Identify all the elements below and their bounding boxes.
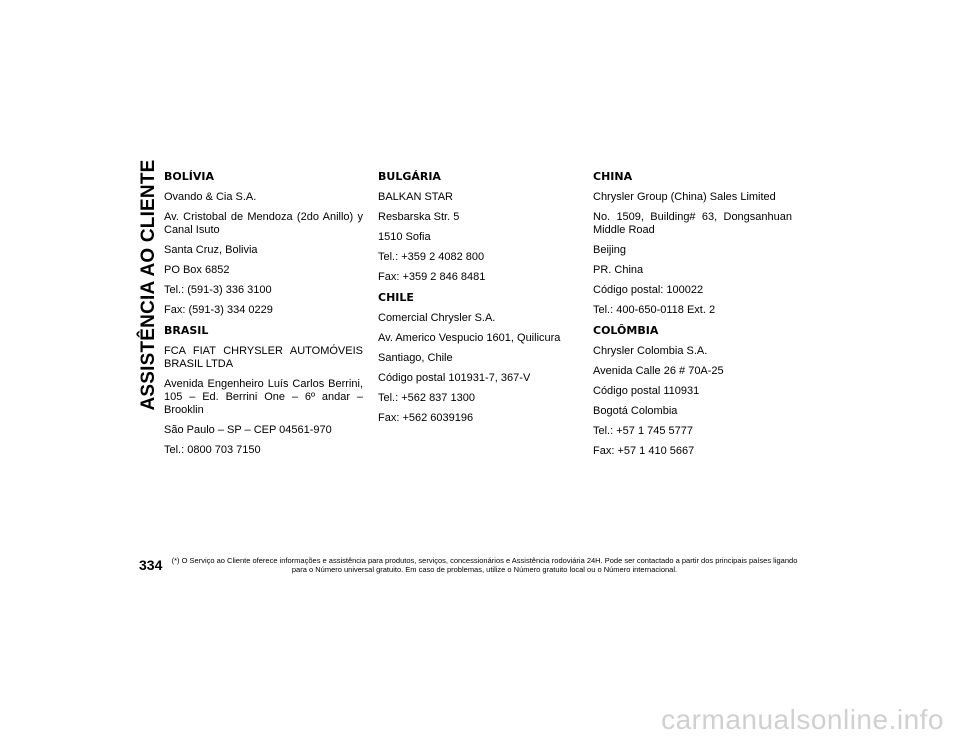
address-line: Código postal 101931-7, 367-V [378,372,531,384]
address-line: Santa Cruz, Bolivia [164,244,258,256]
section-brasil [164,324,363,457]
watermark: carmanualsonline.info [661,704,944,735]
address-line: FCA FIAT CHRYSLER AUTOMÓVEIS BRASIL LTDA [164,345,363,370]
phone-line: Tel.: 400-650-0118 Ext. 2 [593,304,716,316]
column-3 [593,170,792,465]
address-line: 1510 Sofia [378,231,431,243]
address-line: Comercial Chrysler S.A. [378,312,496,324]
section-colombia [593,324,792,458]
section-bulgaria [378,170,577,284]
section-title: BRASIL [164,324,209,337]
address-line: Chrysler Group (China) Sales Limited [593,191,776,203]
address-line: Código postal 110931 [593,385,700,397]
phone-line: Tel.: +562 837 1300 [378,392,475,404]
fax-line: Fax: (591-3) 334 0229 [164,304,273,316]
section-title: COLÔMBIA [593,324,659,337]
address-line: Chrysler Colombia S.A. [593,345,708,357]
address-line: São Paulo – SP – CEP 04561-970 [164,424,332,436]
address-line: Av. Americo Vespucio 1601, Quilicura [378,332,561,344]
section-title: CHILE [378,291,414,304]
address-line: Beijing [593,244,627,256]
address-line: Resbarska Str. 5 [378,211,460,223]
address-line: Ovando & Cia S.A. [164,191,257,203]
page-number: 334 [139,557,163,573]
address-line: No. 1509, Building# 63, Dongsanhuan Middle Road [593,211,792,236]
address-line: PR. China [593,264,644,276]
address-line: Av. Cristobal de Mendoza (2do Anillo) y Canal Isuto [164,211,363,236]
address-line: PO Box 6852 [164,264,230,276]
column-1 [164,170,363,464]
section-title: CHINA [593,170,633,183]
phone-line: Tel.: +57 1 745 5777 [593,425,693,437]
fax-line: Fax: +562 6039196 [378,412,474,424]
phone-line: Tel.: (591-3) 336 3100 [164,284,272,296]
address-line: Avenida Engenheiro Luís Carlos Berrini, 105 – Ed. Berrini One – 6º andar – Brooklin [164,378,363,416]
phone-line: Tel.: +359 2 4082 800 [378,251,485,263]
address-line: Código postal: 100022 [593,284,704,296]
column-2 [378,170,577,432]
address-line: Bogotá Colombia [593,405,678,417]
section-chile [378,291,577,425]
fax-line: Fax: +359 2 846 8481 [378,271,486,283]
phone-line: Tel.: 0800 703 7150 [164,444,261,456]
address-line: BALKAN STAR [378,191,453,203]
side-section-title-text: ASSISTÊNCIA AO CLIENTE [138,159,159,411]
footnote: (*) O Serviço ao Cliente oferece informações e assistência para produtos, serviços, concessionários e Assistência rodoviária 24H. Pode ser contactado a partir dos principais países ligando para o Número universal gratuito. Em caso de problemas, utilize o Número gratuito local ou o Número internacional. [171,556,798,574]
section-bolivia [164,170,363,317]
section-china [593,170,792,317]
section-title: BULGÁRIA [378,170,441,183]
address-line: Santiago, Chile [378,352,453,364]
address-line: Avenida Calle 26 # 70A-25 [593,365,724,377]
section-title: BOLÍVIA [164,170,214,183]
fax-line: Fax: +57 1 410 5667 [593,445,695,457]
